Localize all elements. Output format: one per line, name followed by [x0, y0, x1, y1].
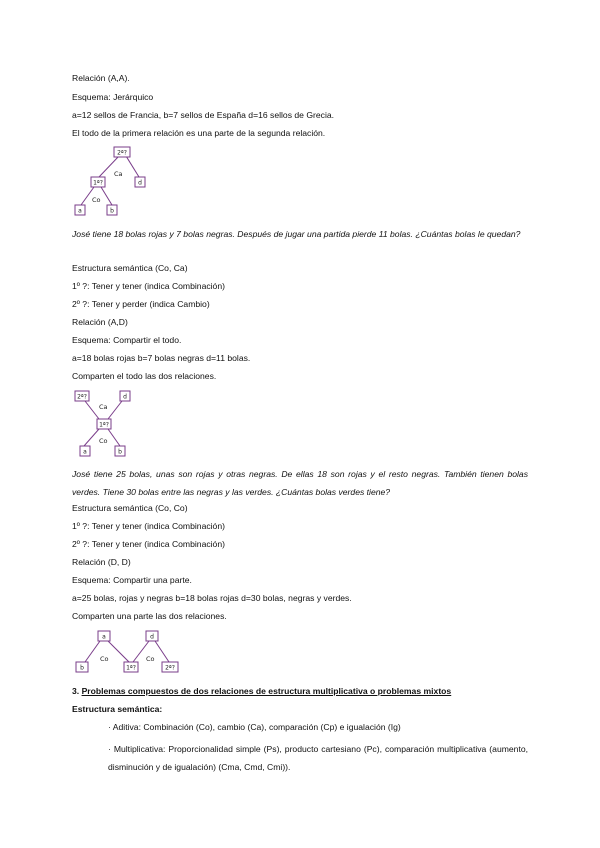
- datos-1: a=12 sellos de Francia, b=7 sellos de España d=16 sellos de Grecia.: [72, 110, 335, 120]
- diagram-compartir-parte: [72, 628, 184, 678]
- problem3-conclusion: Comparten una parte las dos relaciones.: [72, 611, 227, 621]
- diagram1-top: 2ª?: [117, 149, 127, 157]
- problem2-q1: 1º ?: Tener y tener (indica Combinación): [72, 281, 225, 291]
- section3-heading: [72, 686, 451, 697]
- problem3-datos: a=25 bolas, rojas y negras b=18 bolas rojas d=30 bolas, negras y verdes.: [72, 593, 352, 603]
- problem2-relacion: Relación (A,D): [72, 317, 128, 327]
- diagram2-mid: 1ª?: [99, 421, 109, 429]
- esquema-1: Esquema: Jerárquico: [72, 92, 154, 102]
- problem3-esquema: Esquema: Compartir una parte.: [72, 575, 192, 585]
- diagram3-mid: 1ª?: [126, 664, 136, 672]
- diagram1-d: d: [138, 179, 142, 187]
- diagram-compartir-todo: [70, 387, 140, 459]
- diagram1-label-ca: Ca: [114, 170, 123, 178]
- problem2-conclusion: Comparten el todo las dos relaciones.: [72, 371, 217, 381]
- diagram3-right: 2ª?: [165, 664, 175, 672]
- problem3-relacion: Relación (D, D): [72, 557, 131, 567]
- diagram2-label-ca: Ca: [99, 403, 108, 411]
- problem2-datos: a=18 bolas rojas b=7 bolas negras d=11 bolas.: [72, 353, 251, 363]
- diagram3-label-co2: Co: [146, 655, 155, 663]
- diagram2-bottom-right: b: [118, 448, 122, 456]
- section3-title: Problemas compuestos de dos relaciones de estructura multiplicativa o problemas mixtos: [81, 686, 452, 696]
- problem3-q1: 1º ?: Tener y tener (indica Combinación): [72, 521, 225, 531]
- diagram2-bottom-left: a: [83, 448, 87, 456]
- diagram3-a: a: [102, 633, 106, 641]
- section3-estructura: Estructura semántica:: [72, 704, 163, 714]
- diagram1-label-co: Co: [92, 196, 101, 204]
- diagram2-top-left: 2ª?: [77, 393, 87, 401]
- diagram-jerarquico: [70, 144, 160, 218]
- diagram1-a: a: [78, 207, 82, 215]
- section3-number: 3.: [72, 686, 80, 696]
- problem2-statement: José tiene 18 bolas rojas y 7 bolas negras. Después de jugar una partida pierde 11 bolas. ¿Cuántas bolas le quedan?: [72, 229, 521, 239]
- diagram1-b: b: [110, 207, 114, 215]
- problem2-estructura: Estructura semántica (Co, Ca): [72, 263, 188, 273]
- section3-aditiva: · Aditiva: Combinación (Co), cambio (Ca), comparación (Cp) e igualación (Ig): [108, 722, 401, 732]
- diagram3-d: d: [150, 633, 154, 641]
- conclusion-1: El todo de la primera relación es una parte de la segunda relación.: [72, 128, 326, 138]
- diagram3-label-co1: Co: [100, 655, 109, 663]
- problem3-estructura: Estructura semántica (Co, Co): [72, 503, 188, 513]
- diagram2-label-co: Co: [99, 437, 108, 445]
- diagram3-b: b: [80, 664, 84, 672]
- relacion-1: Relación (A,A).: [72, 73, 130, 83]
- problem3-q2: 2º ?: Tener y tener (indica Combinación): [72, 539, 225, 549]
- problem3-statement: José tiene 25 bolas, unas son rojas y otras negras. De ellas 18 son rojas y el resto negras. También tienen bolas verdes. Tiene 30 bolas entre las negras y las verdes. ¿Cuántas bolas verdes tiene?: [72, 469, 528, 497]
- problem2-esquema: Esquema: Compartir el todo.: [72, 335, 182, 345]
- problem2-q2: 2º ?: Tener y perder (indica Cambio): [72, 299, 210, 309]
- diagram2-top-right: d: [123, 393, 127, 401]
- section3-multiplicativa: · Multiplicativa: Proporcionalidad simple (Ps), producto cartesiano (Pc), comparación multiplicativa (aumento, disminución y de igualación) (Cma, Cmd, Cmi)).: [108, 744, 528, 772]
- diagram1-mid: 1ª?: [93, 179, 103, 187]
